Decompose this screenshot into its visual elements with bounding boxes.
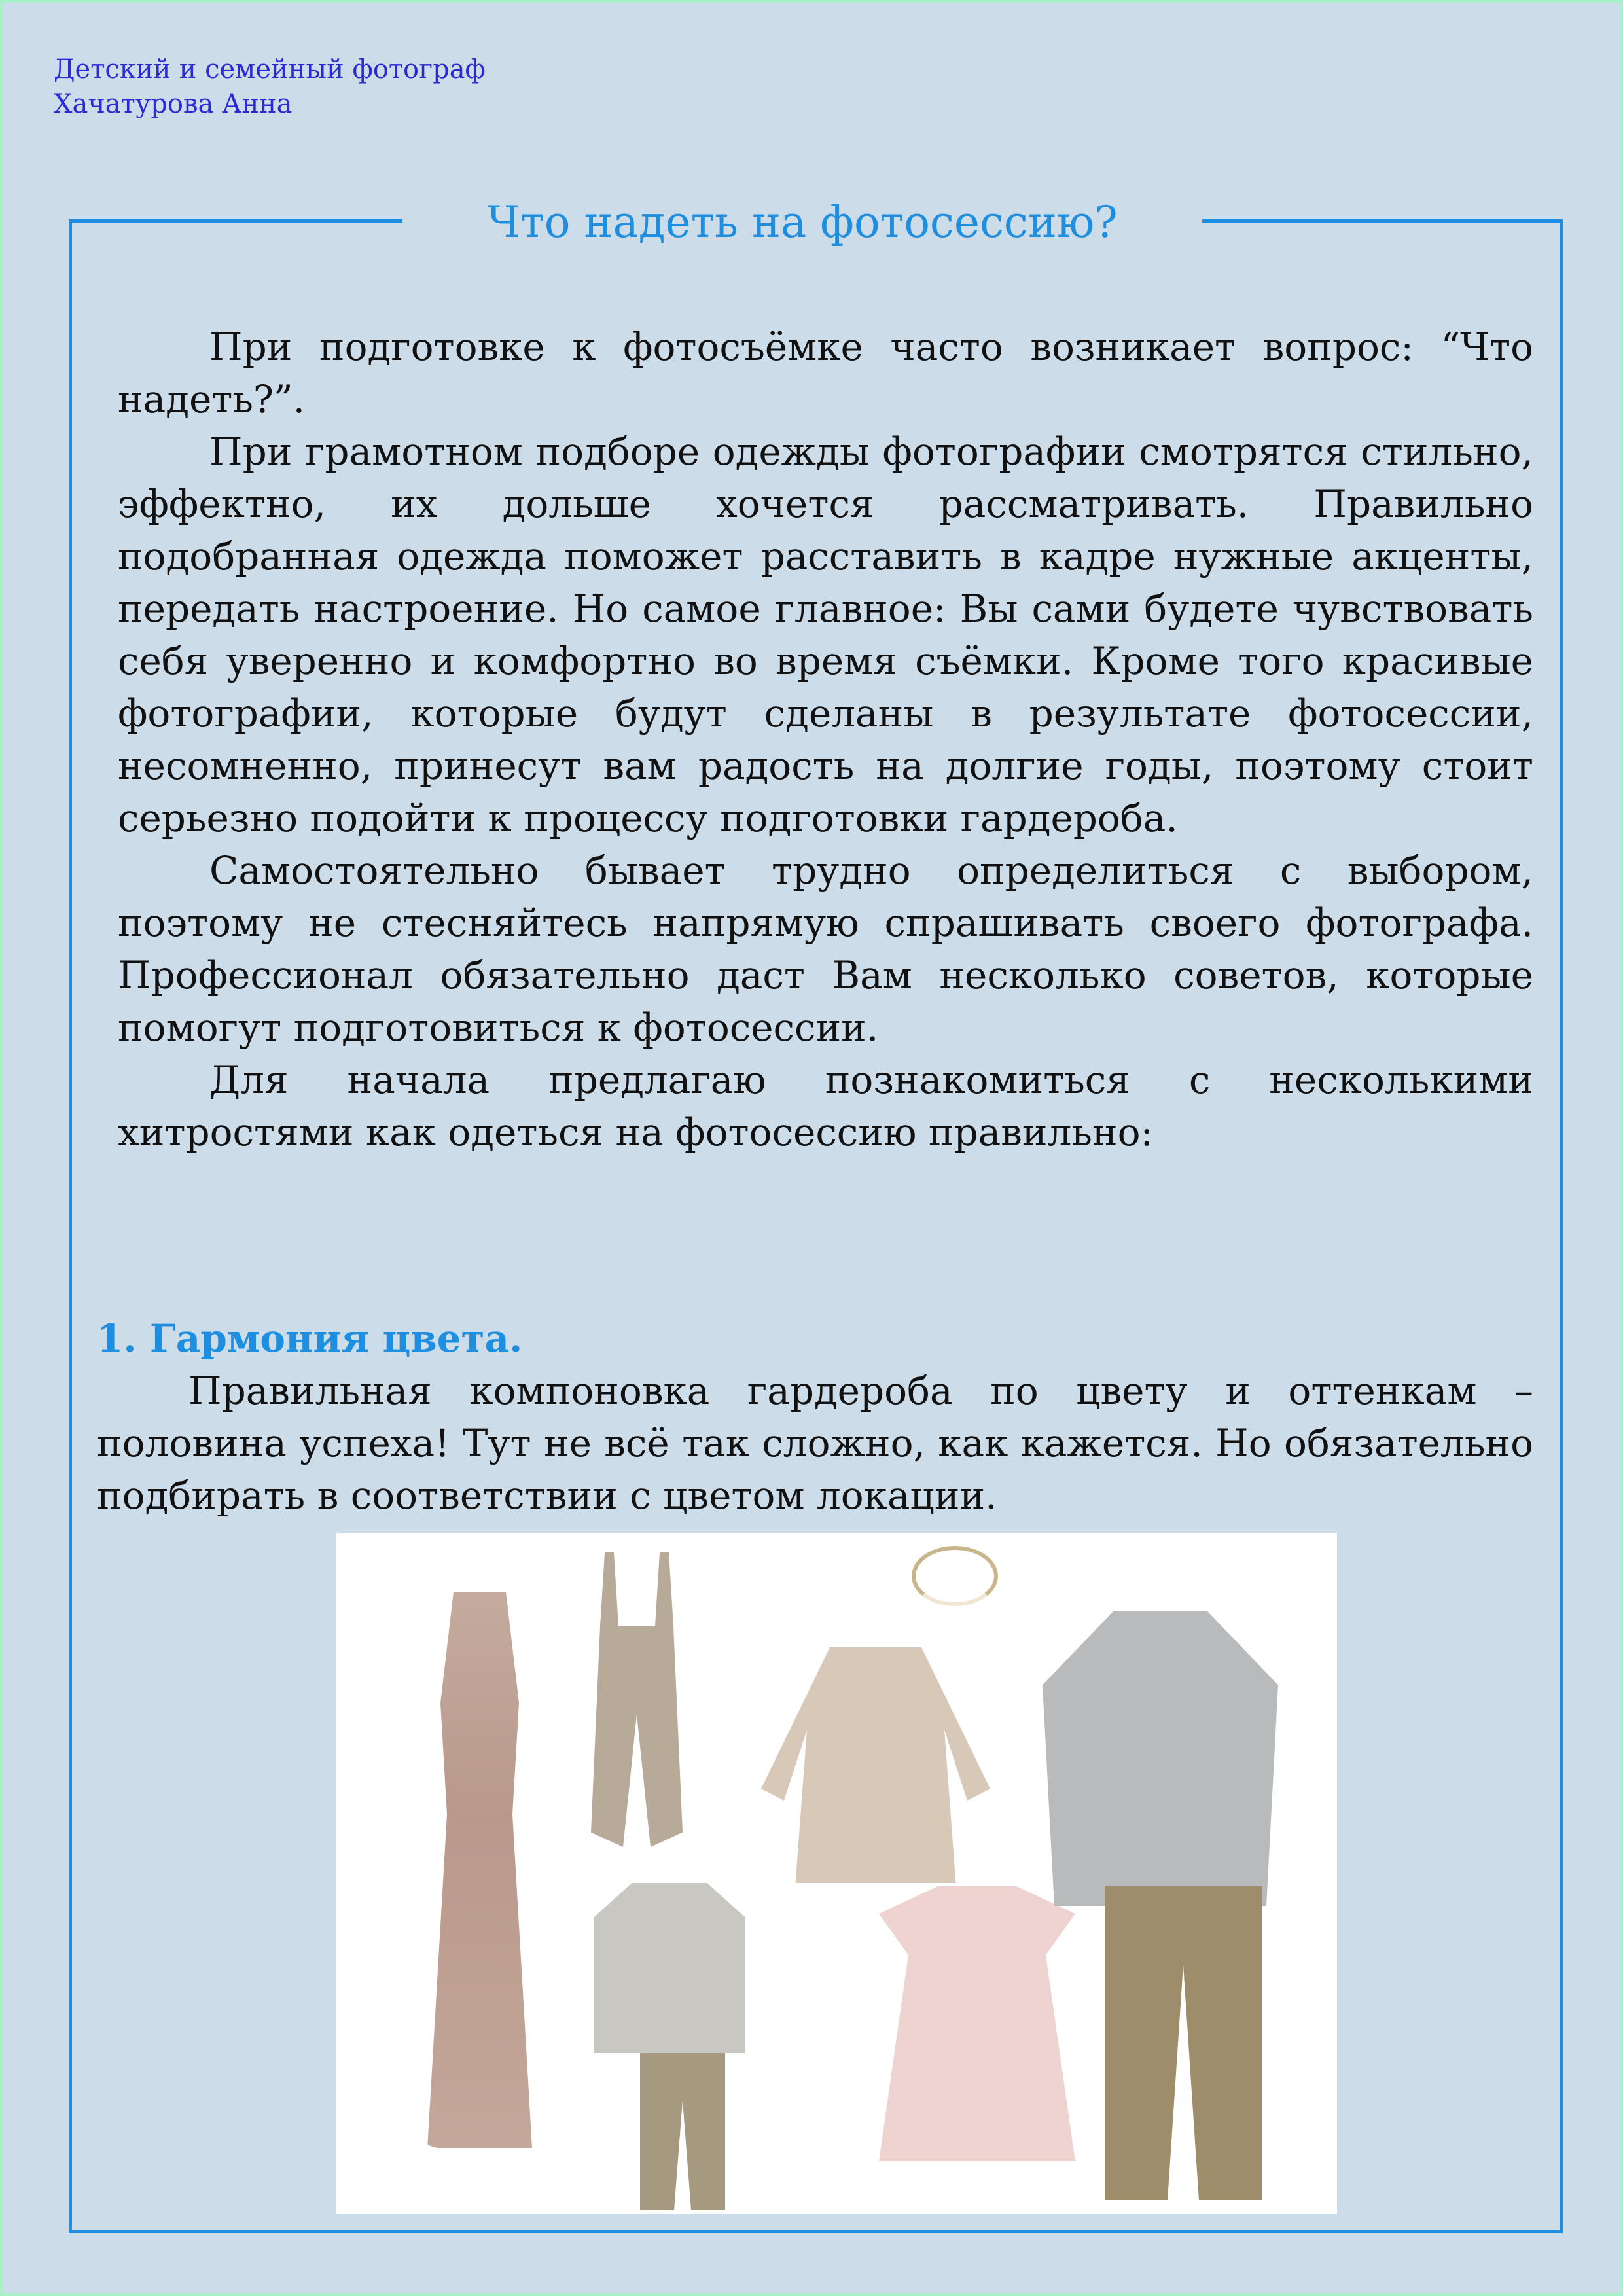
page-title: Что надеть на фотосессию? xyxy=(402,190,1202,255)
linen-romper-image xyxy=(761,1647,990,1883)
flower-headband-image xyxy=(912,1546,998,1606)
photographer-header xyxy=(54,52,486,122)
content-frame xyxy=(69,197,1563,2233)
intro-paragraph: Самостоятельно бывает трудно определиться с выбором, поэтому не стесняйтесь напрямую спрашивать своего фотографа. Профессионал обязательно даст Вам несколько советов, которые помогут подготовиться к фотосессии. xyxy=(118,848,1533,1050)
section-title: 1. Гармония цвета. xyxy=(97,1316,523,1361)
intro-paragraph: Для начала предлагаю познакомиться с несколькими хитростями как одеться на фотосессию правильно: xyxy=(118,1058,1533,1155)
khaki-chinos-image xyxy=(1105,1886,1262,2200)
header-line-title: Детский и семейный фотограф xyxy=(54,54,486,84)
section-color-harmony xyxy=(97,1312,1533,1522)
grey-henley-shirt-image xyxy=(1043,1611,1278,1906)
pink-ruffle-dress-image xyxy=(879,1886,1075,2161)
section-text: Правильная компоновка гардероба по цвету и оттенкам – половина успеха! Тут не всё так сложно, как кажется. Но обязательно подбирать в соответствии с цветом локации. xyxy=(97,1369,1533,1518)
knit-overalls-image xyxy=(591,1552,683,1847)
grey-zip-sweater-image xyxy=(594,1883,745,2053)
khaki-kids-pants-image xyxy=(640,2053,725,2210)
intro-paragraph: При грамотном подборе одежды фотографии смотрятся стильно, эффектно, их дольше хочется рассматривать. Правильно подобранная одежда поможет расставить в кадре нужные акценты, передать настроение. Но самое главное: Вы сами будете чувствовать себя уверенно и комфортно во время съёмки. Кроме того красивые фотографии, которые будут сделаны в результате фотосессии, несомненно, принесут вам радость на долгие годы, поэтому стоит серьезно подойти к процессу подготовки гардероба. xyxy=(118,429,1533,840)
intro-text xyxy=(118,321,1533,1158)
mauve-maxi-dress-image xyxy=(414,1592,545,2148)
outfit-collage-image xyxy=(336,1533,1337,2214)
header-line-name: Хачатурова Анна xyxy=(54,89,293,119)
intro-paragraph: При подготовке к фотосъёмке часто возникает вопрос: “Что надеть?”. xyxy=(118,325,1533,422)
